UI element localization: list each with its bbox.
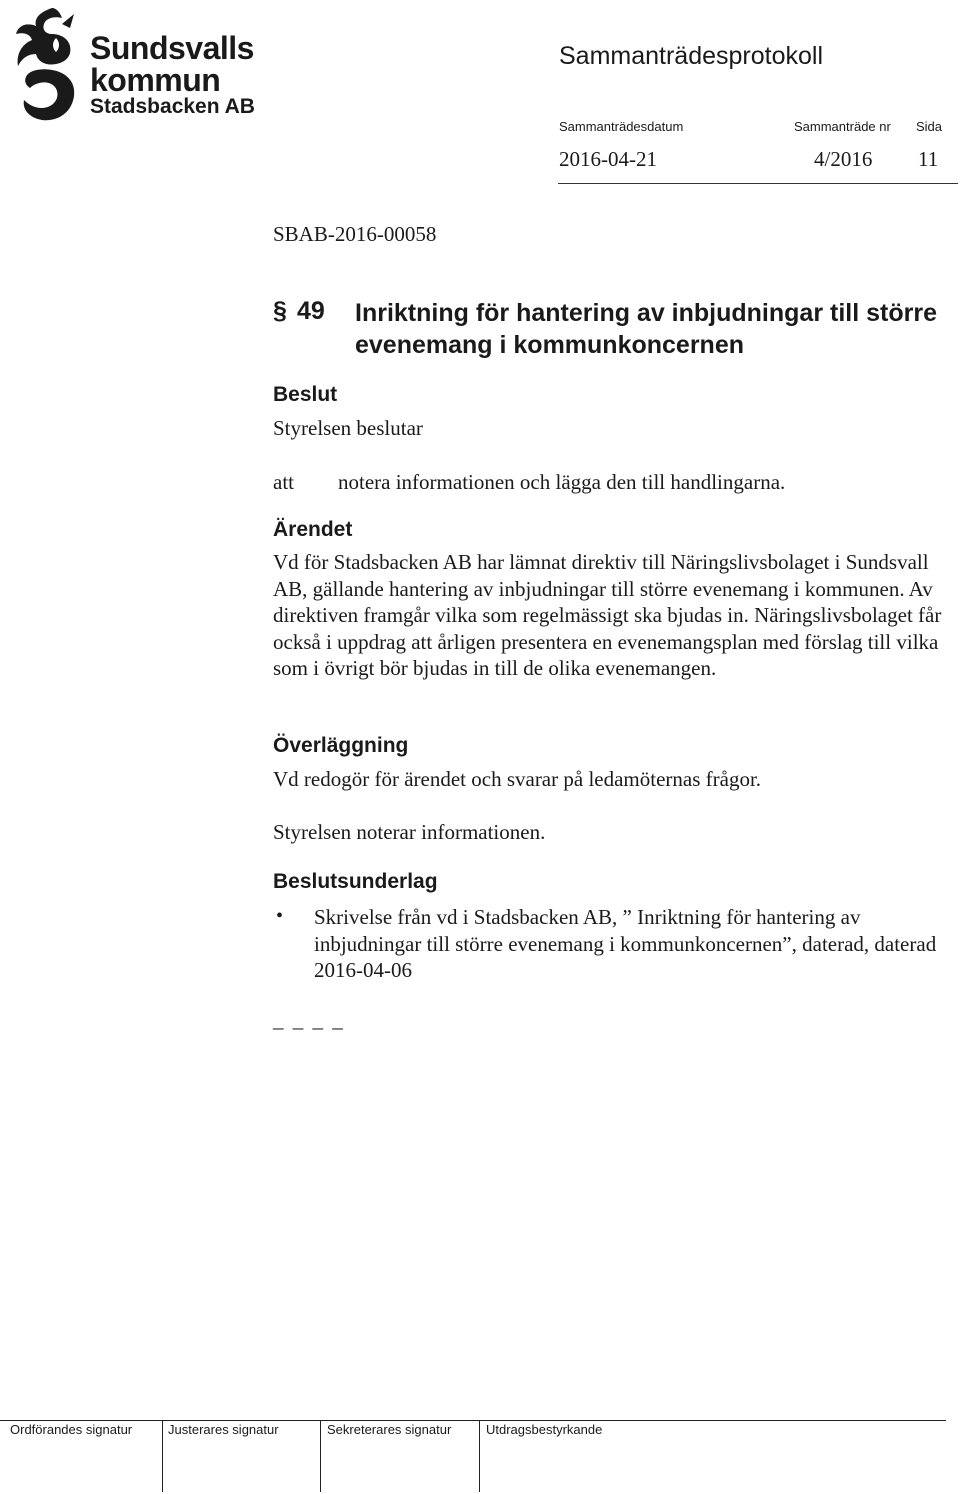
- sundsvall-emblem-icon: [12, 4, 86, 124]
- case-number: SBAB-2016-00058: [273, 222, 437, 246]
- overlaggning-text-1: Vd redogör för ärendet och svarar på ledamöternas frågor.: [273, 767, 762, 791]
- meeting-number-label: Sammanträde nr: [794, 119, 891, 134]
- beslut-intro: Styrelsen beslutar: [273, 416, 423, 440]
- meeting-date-value: 2016-04-21: [559, 147, 657, 171]
- chair-signature-label: Ordförandes signatur: [10, 1422, 133, 1437]
- overlaggning-heading: Överläggning: [273, 734, 409, 757]
- end-marker: _ _ _ _: [273, 1008, 345, 1032]
- footer-divider: [0, 1420, 946, 1421]
- logo-line-3: Stadsbacken AB: [90, 95, 255, 118]
- logo-line-2: kommun: [90, 62, 221, 98]
- beslutsunderlag-heading: Beslutsunderlag: [273, 870, 438, 893]
- bullet-icon: •: [276, 905, 284, 927]
- certified-copy-label: Utdragsbestyrkande: [486, 1422, 603, 1437]
- att-label: att: [273, 470, 294, 494]
- adjuster-signature-label: Justerares signatur: [168, 1422, 279, 1437]
- paragraph-title: Inriktning för hantering av inbjudningar till större evenemang i kommunkoncernen: [355, 299, 937, 359]
- footer-column-divider: [162, 1420, 163, 1492]
- header-divider: [558, 183, 958, 184]
- page-number-value: 11: [918, 147, 939, 171]
- beslut-heading: Beslut: [273, 383, 338, 406]
- footer-column-divider: [479, 1420, 480, 1492]
- organization-logo: [12, 4, 262, 126]
- meeting-date-label: Sammanträdesdatum: [559, 119, 684, 134]
- paragraph-number: 49: [297, 297, 325, 325]
- overlaggning-text-2: Styrelsen noterar informationen.: [273, 820, 546, 844]
- list-item: Skrivelse från vd i Stadsbacken AB, ” Inriktning för hantering av inbjudningar till större evenemang i kommunkoncernen”, daterad, daterad 2016-04-06: [314, 905, 937, 982]
- paragraph-sign: §: [273, 297, 287, 325]
- att-decision-text: notera informationen och lägga den till handlingarna.: [338, 470, 786, 494]
- secretary-signature-label: Sekreterares signatur: [327, 1422, 452, 1437]
- footer-column-divider: [320, 1420, 321, 1492]
- arendet-text: Vd för Stadsbacken AB har lämnat direktiv till Näringslivsbolaget i Sundsvall AB, gällande hantering av inbjudningar till större evenemang i kommunen. Av direktiven framgår vilka som regelmässigt ska bjudas in. Näringslivsbolaget får också i uppdrag att årligen presentera en evenemangsplan med förslag till vilka som i övrigt bör bjudas in till de olika evenemangen.: [273, 550, 942, 680]
- page-label: Sida: [916, 119, 943, 134]
- logo-line-1: Sundsvalls: [90, 30, 254, 66]
- arendet-heading: Ärendet: [273, 518, 353, 541]
- document-title: Sammanträdesprotokoll: [559, 42, 824, 70]
- meeting-number-value: 4/2016: [814, 147, 873, 171]
